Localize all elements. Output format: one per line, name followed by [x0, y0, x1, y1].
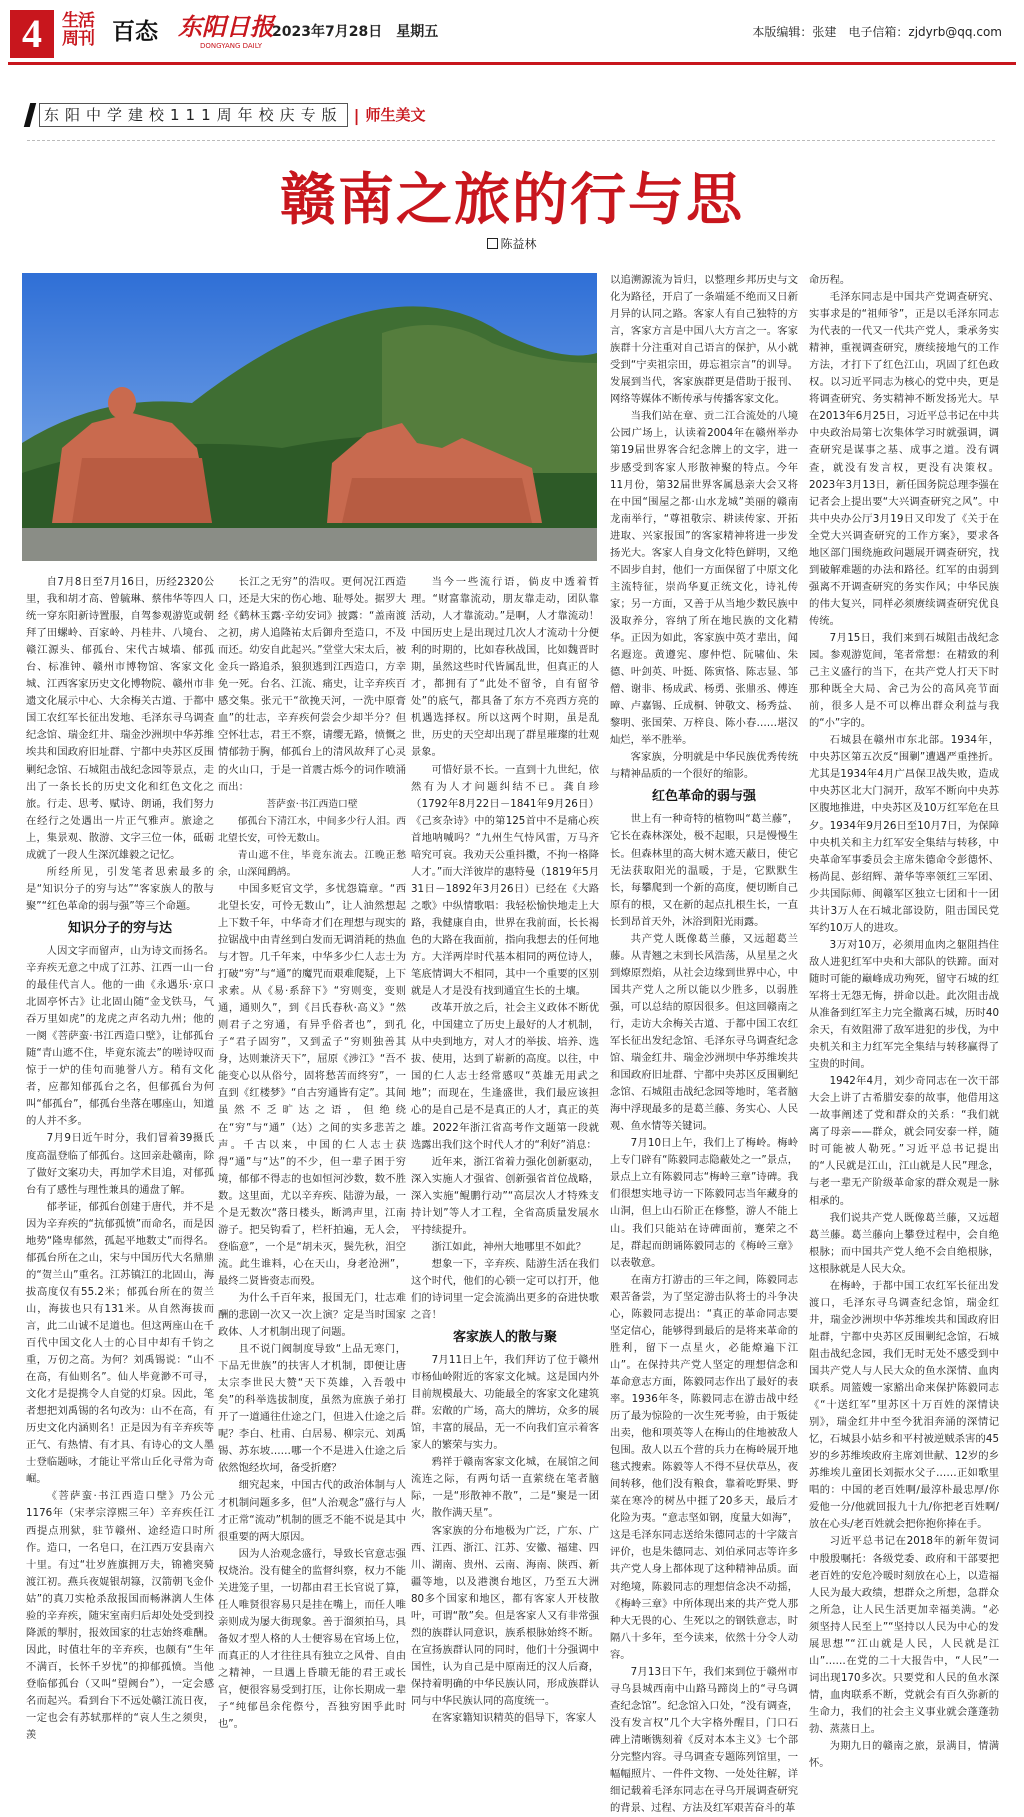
paragraph: 客家族，分明就是中华民族优秀传统与精神品质的一个很好的缩影。	[610, 751, 798, 781]
paragraph: 为什么千百年来，报国无门，壮志难酬的悲剧一次又一次上演？定是当时国家政体、人才机制出现了问题。	[218, 1291, 406, 1339]
paragraph: 1942年4月，刘少奇同志在一次干部大会上讲了古希腊安泰的故事，他借用这一故事阐述了党和群众的关系：“我们就离了母亲——群众，就会同安泰一样，随时可能被人勒死。”习近平总书记提出的“人民就是江山，江山就是人民”理念，与老一辈无产阶级革命家的群众观是一脉相承的。	[809, 1075, 999, 1207]
paragraph: 以追溯源流为旨归，以整理乡邦历史与文化为路径，开启了一条端延不绝而又日新月异的认同之路。客家人有自己独特的方言，客家方言是中国八大方言之一。客家族群十分注重对自己语言的保护，从小就受到“宁卖祖宗田，毋忘祖宗言”的训导。发展到当代，客家族群更是借助于报刊、网络等媒体不断传承与传播客家文化。	[610, 274, 798, 406]
section-label-bottom: 周刊	[62, 29, 94, 49]
brush-mark	[24, 103, 36, 127]
paragraph: 在南方打游击的三年之间，陈毅同志艰苦备尝，为了坚定游击队将士的斗争决心，陈毅同志提出：“真正的革命同志要坚定信心，能够得到最后的是将来革命的胜利，留下一点星火，必能燎遍下江山”。在保持共产党人坚定的理想信念和革命意志方面，陈毅同志作出了最好的表率。1936年冬，陈毅同志在游击战中经历了最为惊险的一次生死考验，由于叛徒出卖，他和项英等人在梅山的住地被敌人包围。敌人以五个营的兵力在梅岭展开地毯式搜索。陈毅等人不得不昼伏草丛，夜间转移，他们没有粮食，靠着吃野果、野菜在寒冷的树丛中捱了20多天，最后才化险为夷。“意志坚如钢，度量大如海”，这是毛泽东同志送给朱德同志的十字箴言评价，也是朱德同志、刘伯承同志等许多共产党人身上都体现了这种精神品质。面对绝境，陈毅同志的理想信念决不动摇，《梅岭三章》中所体现出来的共产党人那种大无畏的心、生死以之的钢铁意志，时隔八十多年，至今读来，依然十分令人动容。	[610, 1273, 798, 1661]
article-column-5	[809, 272, 1000, 1770]
banner-separator: |	[353, 105, 360, 125]
paragraph: 我们说共产党人既像葛兰藤，又远超葛兰藤。葛兰藤向上攀登过程中，会自绝根脉；而中国共产党人绝不会自绝根脉，这根脉就是人民大众。	[809, 1211, 999, 1275]
poem-line: 郁孤台下清江水，中间多少行人泪。西北望长安，可怜无数山。	[218, 815, 406, 844]
paragraph: 习近平总书记在2018年的新年贺词中殷殷嘱托：各级党委、政府和干部要把老百姓的安危冷暖时刻放在心上，以造福人民为最大政绩，想群众之所想，急群众之所急，让人民生活更加幸福美满。“必须坚持人民至上”“坚持以人民为中心的发展思想”“江山就是人民，人民就是江山”……在党的二十大报告中，“人民”一词出现170多次。只要党和人民的鱼水深情，血肉联系不断，党就会有百久弥新的生命力，我们的社会主义事业就会蓬蓬勃勃、蒸蒸日上。	[809, 1535, 999, 1735]
paragraph: 鸦祥于赣南客家文化城，在展馆之间流连之际，有两句话一直萦绕在笔者脑际，一是“形散神不散”，二是“聚是一团火，散作满天星”。	[411, 1456, 599, 1520]
paragraph: 因为人治观念盛行，导致长官意志强权烧治。没有健全的监督纠察，权力不能关进笼子里，一切都由君王长官说了算，任人唯贤很容易只是挂在嘴上，而任人唯亲则成为屡大街现象。善于溜须拍马，具备奴才型人格的人士便容易在官场上位，而真正的人才往往具有独立之风骨、自由之精神，一旦遇上昏聩无能的君王或长官，便很容易受到打压，让你长期成一辈子“纯郁邑余侘傺兮，吾独穷困乎此时也”。	[218, 1547, 406, 1731]
section-label-top: 生活	[62, 11, 94, 31]
paragraph: 毛泽东同志是中国共产党调查研究、实事求是的“祖师爷”，正是以毛泽东同志为代表的一代又一代共产党人，秉承务实精神，重视调查研究，赓续接地气的工作方法，才打下了红色江山，巩固了红色政权。以习近平同志为核心的党中央，更是将调查研究、务实精神不断发扬光大。早在2013年6月25日，习近平总书记在中共中央政治局第七次集体学习时就强调，调查研究是谋事之基、成事之道。没有调查，就没有发言权，更没有决策权。2023年3月13日，新任国务院总理李强在记者会上提出要“大兴调查研究之风”。中共中央办公厅3月19日又印发了《关于在全党大兴调查研究的工作方案》，要求各地区部门围绕施政问题展开调查研究，找到破解难题的办法和路径。红军的由弱到强离不开调查研究的务实作风；中华民族的伟大复兴，同样必须赓续调查研究优良传统。	[809, 291, 1000, 627]
paragraph: 当我们站在章、贡二江合流处的八境公园广场上，认读着2004年在赣州举办第19届世界客合纪念牌上的文字，进一步感受到客家人形散神聚的特点。今年11月份，第32届世界客属恳亲大会又将在中国“围屋之都·山水龙城”美丽的赣南龙南举行，“尊祖敬宗、耕读传家、开拓进取、兴家报国”的客家精神将进一步发扬光大。客家人自身文化特色鲜明，又绝不固步自封，他们一方面保留了中原文化主流特征，崇尚华夏正统文化，诗礼传家；另一方面，又善于从当地少数民族中汲取养分，容纳了所在地民族的文化精华。正因为如此，客家族中英才辈出，闻名遐迩。黄遵宪、廖仲恺、阮啸仙、朱德、叶剑英、叶挺、陈寅恪、陈志显、邹僧、谢非、杨成武、杨勇、张鼎丞、傅连暲、卢嘉锡、丘成桐、钟敬文、杨秀益、黎明、张国荣、万梓良、陈小春……堪汉灿烂，举不胜举。	[610, 410, 798, 747]
paragraph: 7月13日下午，我们来到位于赣州市寻乌县城西南中山路马蹄岗上的“寻乌调查纪念馆”。纪念馆入口处，“没有调查，没有发言权”几个大字格外醒目，门口石碑上清晰镌刻着《反对本本主义》七个部分完整内容。寻乌调查专题陈列馆里，一幅幅照片、一件件文物、一处处往解，详细记载着毛泽东同志在寻乌开展调查研究的背景、过程、方法及红军艰苦奋斗的革	[610, 1665, 798, 1815]
paragraph: 世上有一种奇特的植物叫“葛兰藤”，它长在森林深处，极不起眼，只是慢慢生长。但森林里的高大树木遮天蔽日，使它无法获取阳光的温暖，于是，它默默生长，每攀爬到一个新的高度，便切断自己原有的根，又在新的起点扎根生长，一直长到昂首天外，沐浴到阳光雨露。	[610, 813, 798, 928]
author-name: 陈益林	[500, 237, 537, 251]
paragraph: 为期九日的赣南之旅，景满目，情满怀。	[809, 1740, 999, 1770]
paragraph: 中国多贬官文学，多忧怨篇章。“西北望长安，可怜无数山”，让人油然想起上下数千年，中华奇才们在理想与现实的拉锯战中由青丝到白发而无调消耗的热血与才智。几千年来，中华多少仁人志士为打破“穷”与“通”的魔咒而艰难爬疑，上下求索。从《易·系辞下》“穷则变，变则通，通则久”，到《吕氏春秋·高义》“然则君子之穷通，有异乎俗者也”，到孔子“君子固穷”，又到孟子“穷则独善其身，达则兼济天下”，屈原《涉江》“吾不能变心以从俗兮，固将愁苦而终穷”，一直到《红楼梦》“自古穷通皆有定”。其间虽然不乏旷达之语，但绝绕在“穷”与“通”（达）之间的实多悲苦之声。千古以来，中国的仁人志士获得“通”与“达”的不少，但一辈子困于穷境，郁郁不得志的也如恒河沙数，数不胜数。这里面，尤以辛弃疾、陆游为最，一个是无数次“落日楼头，断鸿声里，江南游子。把吴钩看了，栏杆拍遍，无人会，登临意”，一个是“胡未灭，鬓先秋，泪空流。此生谁料，心在天山，身老沧洲”，最终二贤皆赍志而殁。	[218, 882, 406, 1287]
byline	[0, 236, 1024, 252]
special-issue-banner	[27, 102, 426, 128]
article-column-2	[218, 574, 406, 1731]
article-column-4	[610, 272, 798, 1815]
section-name: 百态	[112, 18, 158, 45]
article-photo	[22, 273, 597, 561]
paragraph: 长江之无穷”的浩叹。更何况江西造口，还是大宋的伤心地、耻辱处。据罗大经《鹤林玉露·辛幼安词》披露：“盖南渡之初，虏人追隆祐太后御舟至造口，不及而还。幼安自此起兴。”堂堂大宋太后，被金兵一路追杀，狼狈逃到江西造口，方幸免一死。台名、江流、痛史，让辛弃疾百感交集。张元干“欲挽天河，一洗中原膏血”的壮志，辛弃疾何尝会少却半分？但空怀壮志，君王不察，请缨无路，愤慨之情郁勃于胸，郁孤台上的清风故拜了心灵的火山口，于是一首震古烁今的词作喷涌而出：	[218, 576, 406, 793]
subheading-red-revolution: 红色革命的弱与强	[651, 789, 756, 805]
paragraph: 郁孝证，郁孤台创建于唐代，并不是因为辛弃疾的“抗郁孤愤”而命名，而是因地势“隆卑郁然，孤起平地数丈”而得名。郁孤台所在之山，宋与中国历代大名鼎鼎的“贺兰山”重名。江苏镇江的北固山，海拔高度仅有55.2米；郁孤台所在的贺兰山，海拔也只有131米。从自然海拔而言，此二山诚不足道也。但这两座山在千百代中国文化人士的心目中却有千钧之重，万仞之高。为何？刘禹锡说：“山不在高，有仙则名”。仙人毕竟渺不可寻，文化才是提携令人自觉的灯泉。因此，笔者想把刘禹锡的名句改为：山不在高，有历史文化内涵则名！正是因为有辛弃疾等正气、有热情、有才具、有诗心的文人墨士登临题咏，才能让平常山丘化寻常为奇崛。	[26, 1200, 214, 1486]
paragraph: 7月11日上午，我们拜访了位于赣州市杨仙岭附近的客家文化城。这是国内外目前规模最大、功能最全的客家文化建筑群。宏敞的广场，高大的牌坊，众多的展馆，丰富的展品，无一不向我们宣示着客家人的繁荣与实力。	[411, 1354, 599, 1452]
paragraph: 人因文字而留声，山为诗文而扬名。辛弃疾无意之中成了江苏、江西一山一台的最佳代言人。他的一曲《永遇乐·京口北固亭怀古》让北固山随“金戈铁马，气吞万里如虎”的龙虎之声名动九州；他的一阕《菩萨蛮·书江西造口壁》，让郁孤台随“青山遮不住，毕竟东流去”的嗟诗叹而惊于一炉的佳句而驰誉八方。稍有文化者，应都知郁孤台之名，但郁孤台为何叫“郁孤台”，郁孤台坐落在哪座山，知道的人并不多。	[26, 944, 214, 1128]
paragraph: 7月10日上午，我们上了梅岭。梅岭上专门辟有“陈毅同志隐蔽处之一”景点，景点上立有陈毅同志“梅岭三章”诗碑。我们很想实地寻访一下陈毅同志当年藏身的山洞，但上山石阶正在修整，游人不能上山。我们只能站在诗碑面前，蹇荣之不足，群起而朗诵陈毅同志的《梅岭三章》以表敬意。	[610, 1137, 798, 1269]
subheading-intellectuals: 知识分子的穷与达	[67, 920, 172, 936]
paragraph: 当今一些流行语，倘皮中透着哲理。“财富靠流动，朋友靠走动，团队靠活动，人才靠流动。”是啊，人才靠流动！中国历史上是出现过几次人才流动十分便利的时期的，比如春秋战国，比如魏晋时期，虽然这些时代皆属乱世，但真正的人才，都拥有了“此处不留爷，自有留爷处”的底气，都具备了东方不亮西方亮的机遇选择权。所以这两个时期，虽是乱世，历史的天空却出现了群星璀璨的壮观景象。	[411, 576, 599, 759]
masthead	[0, 0, 1024, 64]
article-column-1	[26, 574, 214, 1742]
article-column-3	[411, 574, 599, 1725]
paragraph: 《菩萨蛮·书江西造口壁》乃公元1176年（宋孝宗淳熙三年）辛弃疾任江西提点刑狱，驻节赣州、途经造口时所作。造口，一名皂口，在江西万安县南六十里。有过“壮岁旌旗拥万夫，锦襜突骑渡江初。燕兵夜娖银胡簶，汉箭朝飞金仆姑”的真刀实枪杀敌报国而畅淋漓人生体验的辛弃疾，随宋室南归后却处处受到投降派的掣肘，报效国家的壮志始终难酬。因此，时值壮年的辛弃疾，也颇有“生年不满百，长怀千岁忧”的抑郁孤愤。当他登临郁孤台（又叫“望阙台”），一定会感名而起兴。看到台下不远处赣江流日夜，一定也会有苏轼那样的“哀人生之须臾，羡	[26, 1490, 214, 1742]
newspaper-logo: 东阳日报	[178, 12, 274, 41]
paragraph: 且不说门阀制度导致“上品无寒门，下品无世族”的扶害人才机制，即便让唐太宗李世民大赞“天下英雄，入吾彀中矣”的科举选拔制度，虽然为庶族子弟打开了一道通往仕途之门，但进入仕途之后呢？李白、杜甫、白居易、柳宗元、刘禹锡、苏东坡……哪一个不是进入仕途之后依然饱经坎坷，备受折磨？	[218, 1343, 406, 1475]
paragraph: 共产党人既像葛兰藤，又远超葛兰藤。从青翘之末到长风浩荡，从星星之火到燎原烈焰，从社会边缘到世界中心，中国共产党人之所以能以少胜多，以弱胜强，可以总结的原因很多。但这回赣南之行，走访大余梅关古道、于都中国工农红军长征出发纪念馆、毛泽东寻乌调查纪念馆、瑞金红井、瑞金沙洲坝中华苏维埃共和国政府旧址群、宁都中央苏区反围剿纪念馆、石城阻击战纪念园等地时，笔者脑海中浮现最多的是葛兰藤、务实心、人民观、鱼水情等关键词。	[610, 932, 798, 1133]
editor-info: 本版编辑：张建 电子信箱：zjdyrb@qq.com	[752, 25, 1002, 39]
poem-title: 菩萨蛮·书江西造口壁	[266, 798, 358, 810]
paragraph: 在客家籍知识精英的倡导下，客家人	[431, 1712, 597, 1725]
article-title: 赣南之旅的行与思	[280, 168, 744, 233]
paragraph: 所经所见，引发笔者思索最多的是“知识分子的穷与达”“客家族人的散与聚”“红色革命的弱与强”等三个命题。	[26, 865, 214, 912]
poem-line: 青山遮不住，毕竟东流去。江晚正愁余，山深闻鹧鸪。	[218, 849, 406, 878]
paragraph: 7月9日近午时分，我们冒着39摄氏度高温登临了郁孤台。这回亲赴赣南，除了做好文案功夫，再加学术目追，对郁孤台有了感性与理性兼具的通盘了解。	[26, 1132, 214, 1196]
paragraph: 改革开放之后，社会主义政体不断优化，中国建立了历史上最好的人才机制，从中央到地方，对人才的举拔、培养、选拔、使用，达到了崭新的高度。以往，中国的仁人志士经常感叹“英雄无用武之地”；而现在，生逢盛世，我们最应该担心的是自己是不是真正的人才，真正的英雄。2022年浙江省高考作文题第一段就选露出我们这个时代人才的“利好”消息：	[411, 1002, 599, 1151]
header-rule	[8, 62, 1016, 65]
paragraph: 命历程。	[809, 274, 851, 286]
newspaper-logo-en: DONGYANG DAILY	[200, 42, 262, 50]
paragraph: 客家族的分布地极为广泛，广东、广西、江西、浙江、江苏、安徽、福建、四川、湖南、贵州、云南、海南、陕西、新疆等地，以及港澳台地区，乃至五大洲80多个国家和地区，都有客家人开枝散叶，可谓“散”矣。但是客家人又有非常强烈的族群认同意识，族系根脉始终不断。在宣扬族群认同的同时，他们十分强调中国性，认为自己是中原南迁的汉人后裔，保持着明确的中华民族认同，形成族群认同与中华民族认同的高度统一。	[411, 1524, 599, 1707]
paragraph: 近年来，浙江省着力强化创新驱动，深入实施人才强省、创新强省首位战略，深入实施“鲲鹏行动”“高层次人才特殊支持计划”等人才工程，全省高质量发展水平持续提升。	[411, 1155, 599, 1236]
banner-divider	[27, 140, 995, 141]
paragraph: 细究起来，中国古代的政治体制与人才机制问题多多，但“人治观念”盛行与人才正常“流动”机制的匮乏不能不说是其中很重要的两大原因。	[218, 1479, 406, 1543]
page-number: 4	[10, 10, 54, 58]
paragraph: 7月15日，我们来到石城阻击战纪念园。参观游览间，笔者常想：在精致的利己主义盛行的当下，在共产党人打天下时那种既全大局、舍己为公的高风亮节面前，很多人是不可以榫出群众利益与我的“小”字的。	[809, 631, 999, 730]
paragraph: 浙江如此，神州大地哪里不如此？	[431, 1240, 587, 1253]
issue-date: 2023年7月28日 星期五	[272, 24, 439, 40]
paragraph: 在梅岭，于都中国工农红军长征出发渡口，毛泽东寻乌调查纪念馆，瑞金红井，瑞金沙洲坝中华苏维埃共和国政府旧址群，宁都中央苏区反围剿纪念馆，石城阻击战纪念园，我们无时无处不感受到中国共产党人与人民大众的鱼水深情、血肉联系。周篮嫂一家豁出命来保护陈毅同志《“十送红军”里苏区十万百姓的深情诀别》，瑞金红井中至今犹泪奔涌的深情记忆，石城县小姑乡和平村被逆贼杀害的45岁的乡苏维埃政府主席刘世献、12岁的乡苏维埃儿童团长刘振水父子……正如歌里唱的：中国的老百姓啊/最淳朴最忠厚/你爱他一分/他就回报九十九/你把老百姓啊/放在心头/老百姓就会把你抱你捧在手。	[809, 1279, 999, 1531]
column-tag: 师生美文	[365, 106, 426, 124]
paragraph: 想象一下，辛弃疾、陆游生活在我们这个时代，他们的心锁一定可以打开，他们的诗词里一定会流淌出更多的奋进快歌之音！	[411, 1257, 599, 1322]
stone-sculpture-photo	[22, 273, 597, 561]
special-issue-label: 东阳中学建校111周年校庆专版	[39, 103, 348, 127]
paragraph: 可惜好景不长。一直到十九世纪，依然有为人才问题纠结不已。龚自珍（1792年8月22日－1841年9月26日）《己亥杂诗》中的第125首中不是痛心疾首地呐喊吗？“九州生气恃风雷，万马齐喑究可哀。我劝天公重抖擞，不拘一格降人才。”而大洋彼岸的惠特曼（1819年5月31日－1892年3月26日）已经在《大路之歌》中纵情歌唱：我轻松愉快地走上大路，我健康自由，世界在我前面，长长褐色的大路在我面前，指向我想去的任何地方。大洋两岸时代基本相同的两位诗人，笔底情调大不相同，其中一个重要的区别就是人才是没有找到通宜生长的土壤。	[411, 763, 599, 998]
paragraph: 石城县在赣州市东北部。1934年，中央苏区第五次反“围剿”遭遇严重挫折。尤其是1934年4月广昌保卫战失败，造成中央苏区北大门洞开，敌军不断向中央苏区腹地推进，中央苏区及10万红军危在旦夕。1934年9月26日至10月7日，为保障中央机关和主力红军安全集结与转移，中央革命军事委员会主席朱德命令彭德怀、杨尚昆、彭绍辉、萧华等率领红三军团、少共国际师、闽赣军区独立七团和十一团共计3万人在石城北部设防，阻击国民党军约10万人的进攻。	[809, 734, 999, 934]
paragraph: 3万对10万，必须用血肉之躯阻挡住敌人进犯红军中央和大部队的铁蹄。面对随时可能的巅峰成功殉死，留守石城的红军将士无怨无悔，拼命以赴。此次阻击战从准备到红军主力完全撤离石城，历时40余天，有效阻滞了敌军进犯的步伐，为中央机关和主力红军完全集结与转移赢得了宝贵的时间。	[809, 938, 999, 1071]
byline-box-icon	[487, 238, 498, 249]
subheading-hakka: 客家族人的散与聚	[452, 1330, 557, 1346]
paragraph: 自7月8日至7月16日，历经2320公里，我和胡才高、曾毓琳、蔡伟华等四人统一穿东阳新诗置服，自驾参观游览或朝拜了田螺岭、百家岭、丹桂井、八境台、赣江源头、郁孤台、宋代古城墙、郁孤台、标准钟、赣州市博物馆、客家文化城、江西客家历史文化博物院、赣州市非遗文化展示中心、大余梅关古道、于都中国工农红军长征出发地、毛泽东寻乌调查纪念馆、瑞金红井、瑞金沙洲坝中华苏维埃共和国政府旧址群、宁都中央苏区反围剿纪念馆、石城阻击战纪念园等景点，走出了一条长长的历史文化和红色文化之旅。行走、思考、赋诗、朗诵，我们努力在经行之处遇出一片正气雅声。旅途之上，集景观、散游、文字三位一体，砥砺成就了一段人生深沉雄毅之记忆。	[26, 576, 214, 861]
